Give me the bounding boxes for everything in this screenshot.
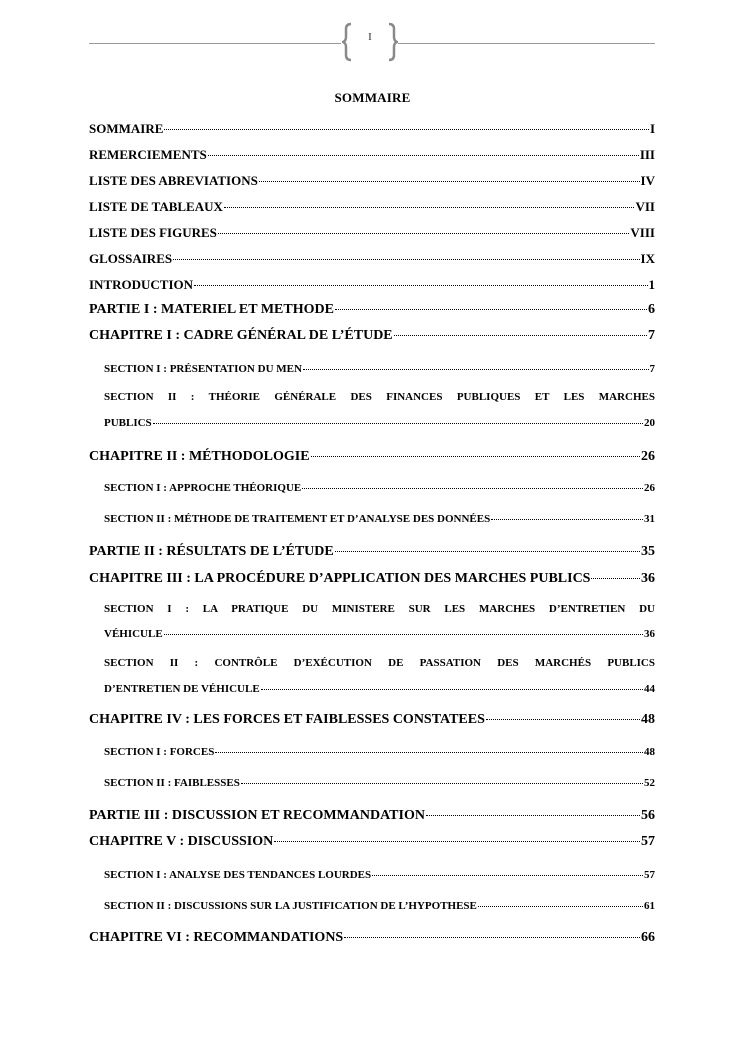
toc-entry-chapitre-4-section-1[interactable]: SECTION I : FORCES 48: [104, 746, 655, 758]
toc-entry-chapitre-2[interactable]: CHAPITRE II : MÉTHODOLOGIE 26: [89, 449, 655, 464]
toc-entry-chapitre-5-section-2[interactable]: SECTION II : DISCUSSIONS SUR LA JUSTIFICATION DE L’HYPOTHESE 61: [104, 900, 655, 912]
toc-entry-introduction[interactable]: INTRODUCTION 1: [89, 277, 655, 292]
toc-entry-abreviations[interactable]: LISTE DES ABREVIATIONS IV: [89, 173, 655, 188]
toc-entry-tableaux[interactable]: LISTE DE TABLEAUX VII: [89, 199, 655, 214]
toc-entry-chapitre-6[interactable]: CHAPITRE VI : RECOMMANDATIONS 66: [89, 930, 655, 945]
toc-entry-chapitre-1[interactable]: CHAPITRE I : CADRE GÉNÉRAL DE L’ÉTUDE 7: [89, 328, 655, 343]
toc-entry-chapitre-1-section-2-line1[interactable]: SECTION II : THÉORIE GÉNÉRALE DES FINANCES PUBLIQUES ET LES MARCHES: [104, 391, 655, 403]
header-rule-right: [398, 43, 655, 44]
toc-entry-partie-3[interactable]: PARTIE III : DISCUSSION ET RECOMMANDATION 56: [89, 808, 655, 823]
toc-entry-chapitre-1-section-1[interactable]: SECTION I : PRÉSENTATION DU MEN 7: [104, 363, 655, 375]
toc-entry-chapitre-3-section-2[interactable]: D’ENTRETIEN DE VÉHICULE 44: [104, 683, 655, 695]
toc-entry-chapitre-5[interactable]: CHAPITRE V : DISCUSSION 57: [89, 834, 655, 849]
toc-entry-partie-2[interactable]: PARTIE II : RÉSULTATS DE L’ÉTUDE 35: [89, 544, 655, 559]
toc-entry-chapitre-2-section-2[interactable]: SECTION II : MÉTHODE DE TRAITEMENT ET D’ANALYSE DES DONNÉES 31: [104, 513, 655, 525]
toc-entry-partie-1[interactable]: PARTIE I : MATERIEL ET METHODE 6: [89, 302, 655, 317]
toc-entry-figures[interactable]: LISTE DES FIGURES VIII: [89, 225, 655, 240]
toc-entry-chapitre-1-section-2[interactable]: PUBLICS 20: [104, 417, 655, 429]
toc-entry-chapitre-5-section-1[interactable]: SECTION I : ANALYSE DES TENDANCES LOURDES 57: [104, 869, 655, 881]
header-rule-left: [89, 43, 341, 44]
page-number: I: [368, 31, 372, 43]
toc-entry-chapitre-4[interactable]: CHAPITRE IV : LES FORCES ET FAIBLESSES CONSTATEES 48: [89, 712, 655, 727]
toc-entry-glossaires[interactable]: GLOSSAIRES IX: [89, 251, 655, 266]
toc-entry-chapitre-3-section-1[interactable]: VÉHICULE 36: [104, 628, 655, 640]
toc-entry-chapitre-3-section-2-line1[interactable]: SECTION II : CONTRÔLE D’EXÉCUTION DE PASSATION DES MARCHÉS PUBLICS: [104, 657, 655, 669]
toc-entry-chapitre-3[interactable]: CHAPITRE III : LA PROCÉDURE D’APPLICATION DES MARCHES PUBLICS 36: [89, 571, 655, 586]
page-title: SOMMAIRE: [334, 90, 411, 105]
page-number-badge: [342, 22, 398, 62]
toc-entry-remerciements[interactable]: REMERCIEMENTS III: [89, 147, 655, 162]
toc-entry-chapitre-2-section-1[interactable]: SECTION I : APPROCHE THÉORIQUE 26: [104, 482, 655, 494]
toc-entry-chapitre-4-section-2[interactable]: SECTION II : FAIBLESSES 52: [104, 777, 655, 789]
toc-entry-chapitre-3-section-1-line1[interactable]: SECTION I : LA PRATIQUE DU MINISTERE SUR LES MARCHES D’ENTRETIEN DU: [104, 603, 655, 615]
toc-entry-sommaire[interactable]: SOMMAIRE I: [89, 121, 655, 136]
